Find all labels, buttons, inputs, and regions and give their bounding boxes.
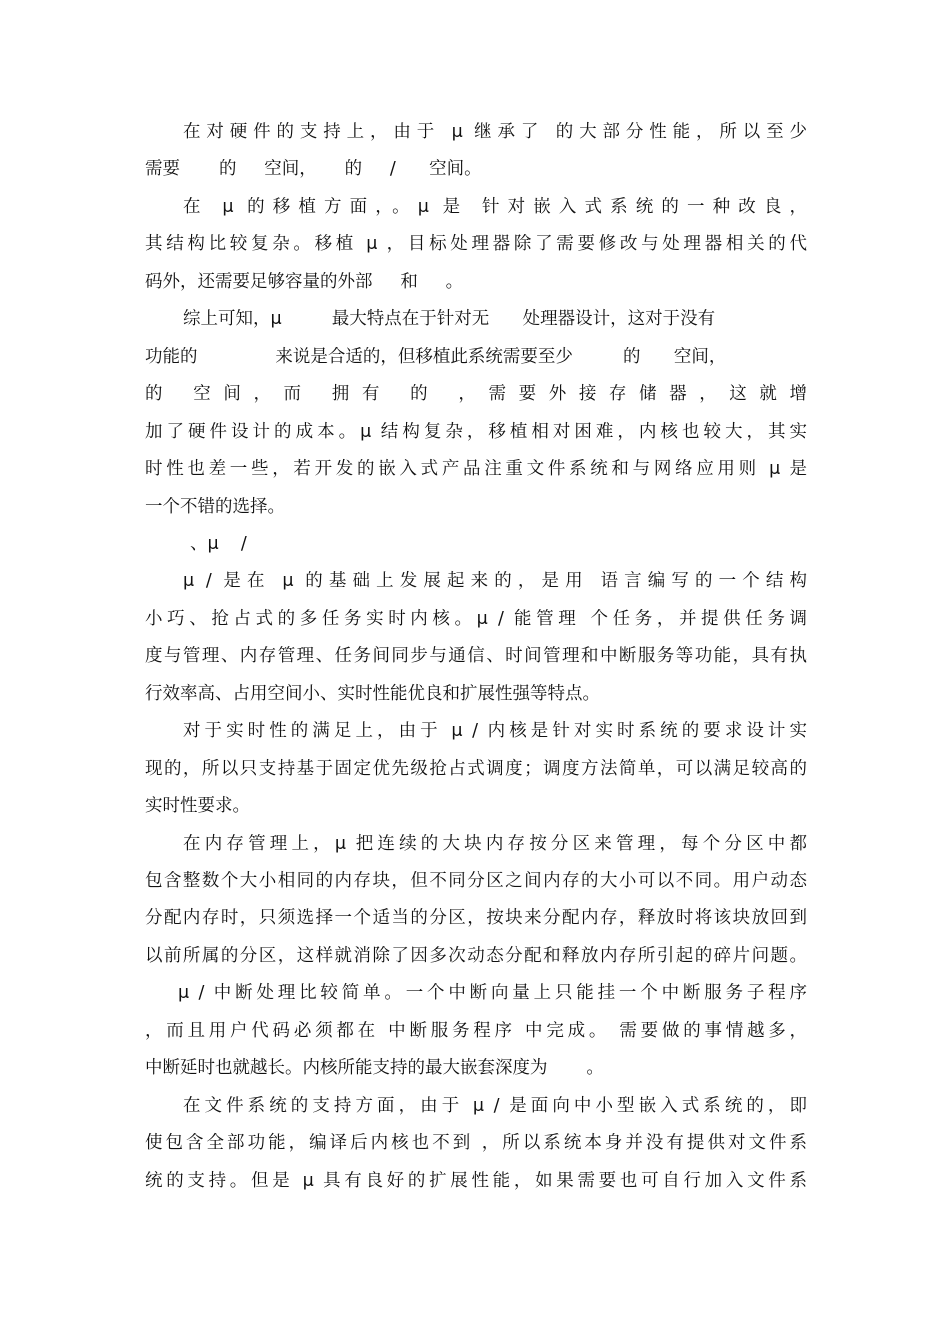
text-line: 在文件系统的支持方面，由于 μ / 是面向中小型嵌入式系统的，即 bbox=[183, 1096, 807, 1116]
text-line: 加了硬件设计的成本。μ 结构复杂，移植相对困难，内核也较大，其实 bbox=[145, 422, 807, 442]
text-line: 对于实时性的满足上，由于 μ / 内核是针对实时系统的要求设计实 bbox=[183, 721, 807, 741]
text-line: 需要 的 空间， 的 / 空间。 bbox=[145, 159, 482, 179]
text-line: 的 空间，而 拥有 的 ，需要外接存储器，这就增 bbox=[145, 384, 807, 404]
text-line: 度与管理、内存管理、任务间同步与通信、时间管理和中断服务等功能，具有执 bbox=[145, 646, 807, 666]
text-line: 小巧、抢占式的多任务实时内核。μ / 能管理 个任务，并提供任务调 bbox=[145, 609, 807, 629]
text-line: 在 μ 的移植方面，。μ 是 针对嵌入式系统的一种改良， bbox=[183, 197, 807, 217]
text-line: μ / 是在 μ 的基础上发展起来的，是用 语言编写的一个结构 bbox=[183, 571, 807, 591]
text-line: 使包含全部功能，编译后内核也不到 ，所以系统本身并没有提供对文件系 bbox=[145, 1133, 807, 1153]
text-line: 码外，还需要足够容量的外部 和 。 bbox=[145, 272, 464, 292]
text-line: 中断延时也就越长。内核所能支持的最大嵌套深度为 。 bbox=[145, 1058, 604, 1078]
text-line: μ / 中断处理比较简单。一个中断向量上只能挂一个中断服务子程序 bbox=[178, 983, 807, 1003]
text-line: 在内存管理上，μ 把连续的大块内存按分区来管理，每个分区中都 bbox=[183, 834, 807, 854]
text-line: 时性也差一些，若开发的嵌入式产品注重文件系统和与网络应用则 μ 是 bbox=[145, 459, 807, 479]
text-line: 综上可知，μ 最大特点在于针对无 处理器设计，这对于没有 bbox=[183, 309, 716, 329]
text-line: 其结构比较复杂。移植 μ ，目标处理器除了需要修改与处理器相关的代 bbox=[145, 234, 807, 254]
section-heading: 、μ / bbox=[190, 534, 247, 554]
text-line: 以前所属的分区，这样就消除了因多次动态分配和释放内存所引起的碎片问题。 bbox=[145, 946, 807, 966]
text-line: 统的支持。但是 μ 具有良好的扩展性能，如果需要也可自行加入文件系 bbox=[145, 1171, 807, 1191]
text-line: 包含整数个大小相同的内存块，但不同分区之间内存的大小可以不同。用户动态 bbox=[145, 871, 807, 891]
text-line: 功能的 来说是合适的，但移植此系统需要至少 的 空间， bbox=[145, 347, 727, 367]
text-line: 分配内存时，只须选择一个适当的分区，按块来分配内存，释放时将该块放回到 bbox=[145, 908, 807, 928]
text-line: 现的，所以只支持基于固定优先级抢占式调度；调度方法简单，可以满足较高的 bbox=[145, 759, 807, 779]
text-line: 在对硬件的支持上，由于 μ 继承了 的大部分性能，所以至少 bbox=[183, 122, 807, 142]
text-line: 行效率高、占用空间小、实时性能优良和扩展性强等特点。 bbox=[145, 684, 600, 704]
text-line: ，而且用户代码必须都在 中断服务程序 中完成。 需要做的事情越多， bbox=[145, 1021, 807, 1041]
text-line: 一个不错的选择。 bbox=[145, 497, 285, 517]
text-line: 实时性要求。 bbox=[145, 796, 250, 816]
